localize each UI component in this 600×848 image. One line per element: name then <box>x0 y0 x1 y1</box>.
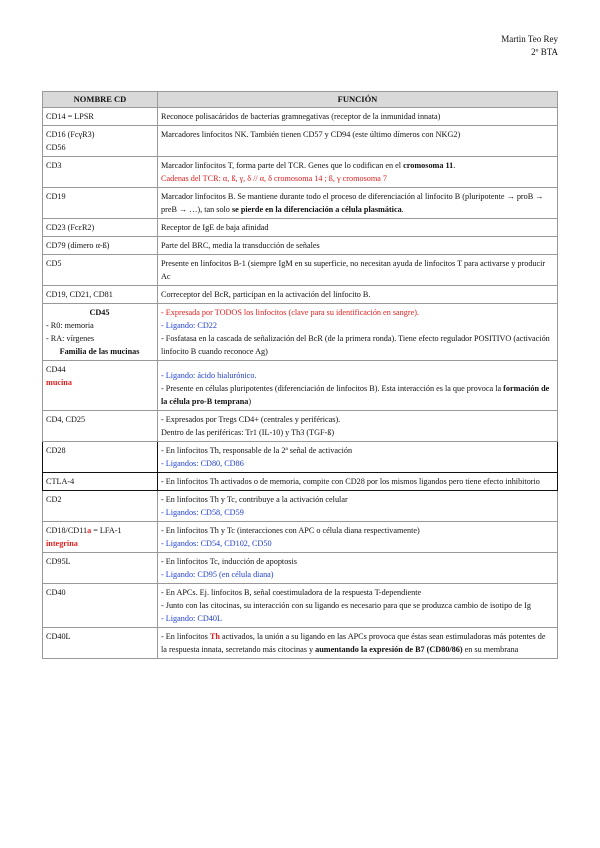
column-header-function: FUNCIÓN <box>158 92 558 108</box>
cd-function: Marcador linfocitos T, forma parte del TCR. Genes que lo codifican en el cromosoma 11. Cadenas del TCR: α, ß, γ, δ // α, δ cromosoma 14 ; ß, γ cromosoma 7 <box>158 157 558 188</box>
table-row <box>43 522 558 553</box>
table-row <box>43 286 558 304</box>
cd-function: Presente en linfocitos B-1 (siempre IgM en su superficie, no necesitan ayuda de linfocitos T para activarse y producir Ac <box>158 255 558 286</box>
table-row <box>43 473 558 491</box>
cd-function: Reconoce polisacáridos de bacterias gramnegativas (receptor de la inmunidad innata) <box>158 108 558 126</box>
table-row <box>43 491 558 522</box>
table-row <box>43 219 558 237</box>
table-row <box>43 628 558 659</box>
cd-function: - En linfocitos Tc, inducción de apoptosis - Ligando: CD95 (en célula diana) <box>158 553 558 584</box>
cd-name: CD40 <box>43 584 158 628</box>
cd-function: Receptor de IgE de baja afinidad <box>158 219 558 237</box>
cd-name: CD4, CD25 <box>43 411 158 442</box>
table-row <box>43 553 558 584</box>
cd-function: - En linfocitos Th y Tc, contribuye a la activación celular - Ligandos: CD58, CD59 <box>158 491 558 522</box>
course-label: 2º BTA <box>531 47 558 57</box>
table-row <box>43 237 558 255</box>
cd-name: CD23 (FcεR2) <box>43 219 158 237</box>
table-row <box>43 361 558 411</box>
table-row <box>43 411 558 442</box>
cd-name: CD18/CD11a = LFA-1 integrina <box>43 522 158 553</box>
table-row <box>43 126 558 157</box>
cd-name: CD79 (dímero α-ß) <box>43 237 158 255</box>
cd-name: CD5 <box>43 255 158 286</box>
cd-name: CTLA-4 <box>43 473 158 491</box>
cd-function: - En linfocitos Th activados, la unión a su ligando en las APCs provoca que éstas sean estimuladoras más potentes de la respuesta innata, secretando más citocinas y aumentando la expresión de B7 (CD80/86) en su membrana <box>158 628 558 659</box>
table-row <box>43 157 558 188</box>
cd-name: CD14 = LPSR <box>43 108 158 126</box>
cd-name: CD95L <box>43 553 158 584</box>
cd-name: CD45 - R0: memoria - RA: vírgenes Familia de las mucinas <box>43 304 158 361</box>
cd-table <box>42 91 558 659</box>
table-row <box>43 188 558 219</box>
cd-function: - Expresados por Tregs CD4+ (centrales y periféricas). Dentro de las periféricas: Tr1 (IL-10) y Th3 (TGF-ß) <box>158 411 558 442</box>
page-header <box>501 33 558 59</box>
column-header-name: NOMBRE CD <box>43 92 158 108</box>
cd-function: - En linfocitos Th, responsable de la 2ª señal de activación - Ligandos: CD80, CD86 <box>158 442 558 473</box>
cd-function: - Ligando: ácido hialurónico. - Presente en células pluripotentes (diferenciación de linfocitos B). Esta interacción es la que provoca la formación de la célula pro-B temprana) <box>158 361 558 411</box>
cd-function: - En APCs. Ej. linfocitos B, señal coestimuladora de la respuesta T-dependiente - Junto con las citocinas, su interacción con su ligando es necesario para que se produzca cambio de isotipo de Ig - Ligando: CD40L <box>158 584 558 628</box>
cd-function: - Expresada por TODOS los linfocitos (clave para su identificación en sangre). - Ligando: CD22 - Fosfatasa en la cascada de señalización del BcR (de la primera ronda). Tiene efecto regulador POSITIVO (activación linfocito B cuando reconoce Ag) <box>158 304 558 361</box>
cd-name: CD2 <box>43 491 158 522</box>
author-name: Martin Teo Rey <box>501 34 558 44</box>
cd-name: CD44 mucina <box>43 361 158 411</box>
table-row <box>43 304 558 361</box>
cd-name: CD19 <box>43 188 158 219</box>
cd-name: CD3 <box>43 157 158 188</box>
table-row <box>43 255 558 286</box>
cd-function: Marcadores linfocitos NK. También tienen CD57 y CD94 (este último dímeros con NKG2) <box>158 126 558 157</box>
table-row <box>43 108 558 126</box>
cd-function: Parte del BRC, media la transducción de señales <box>158 237 558 255</box>
cd-name: CD40L <box>43 628 158 659</box>
table-row <box>43 584 558 628</box>
table-header-row <box>43 92 558 108</box>
cd-function: Correceptor del BcR, participan en la activación del linfocito B. <box>158 286 558 304</box>
table-row <box>43 442 558 473</box>
cd-name: CD16 (FcγR3) CD56 <box>43 126 158 157</box>
cd-function: - En linfocitos Th y Tc (interacciones con APC o célula diana respectivamente) - Ligandos: CD54, CD102, CD50 <box>158 522 558 553</box>
cd-name: CD19, CD21, CD81 <box>43 286 158 304</box>
cd-function: Marcador linfocitos B. Se mantiene durante todo el proceso de diferenciación al linfocito B (pluripotente → proB → preB → …), tan solo se pierde en la diferenciación a célula plasmática. <box>158 188 558 219</box>
cd-function: - En linfocitos Th activados o de memoria, compite con CD28 por los mismos ligandos pero tiene efecto inhibitorio <box>158 473 558 491</box>
cd-name: CD28 <box>43 442 158 473</box>
